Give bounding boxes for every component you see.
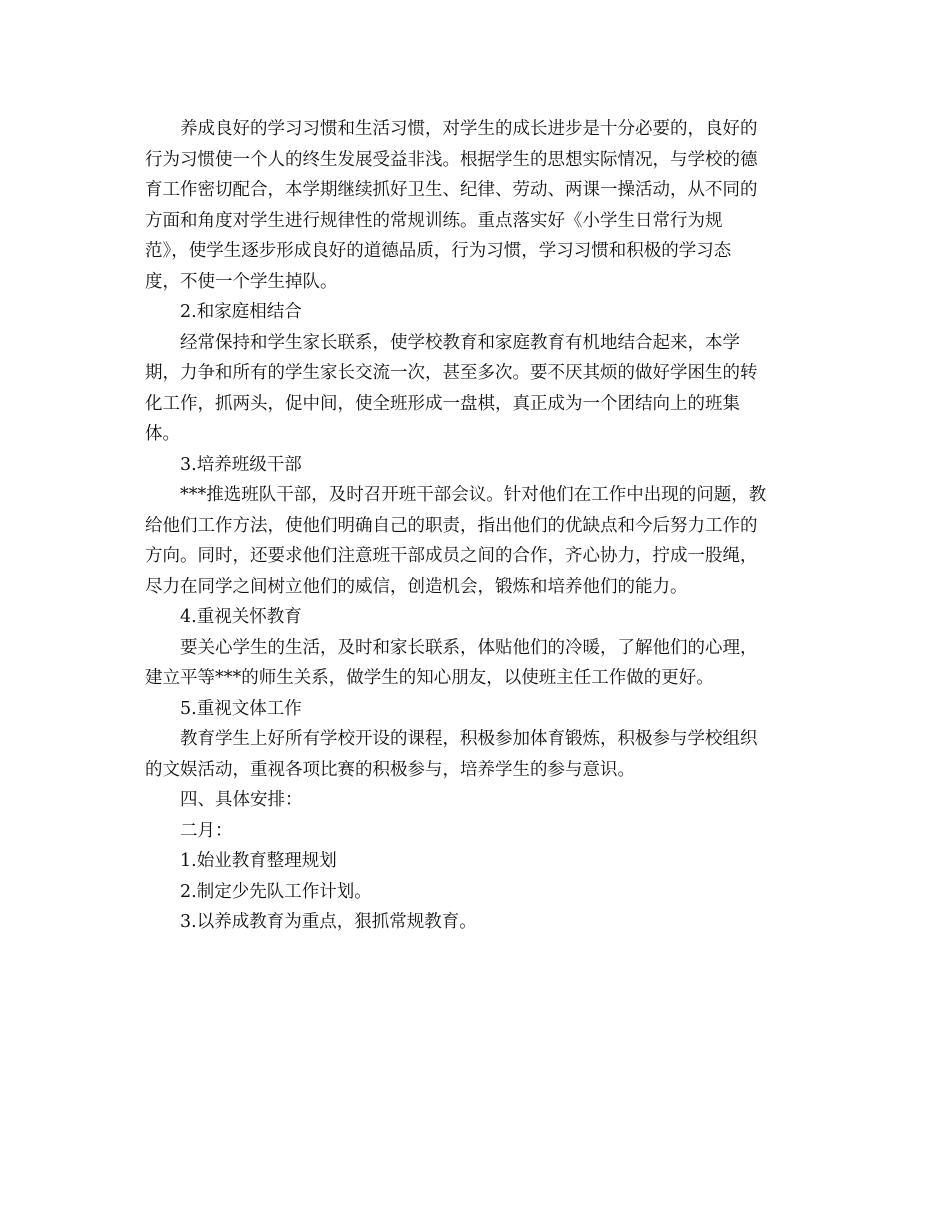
paragraph <box>145 907 810 938</box>
paragraph <box>145 297 810 328</box>
paragraph <box>145 724 810 785</box>
text-line: 化工作，抓两头，促中间，使全班形成一盘棋，真正成为一个团结向上的班集 <box>145 393 740 414</box>
paragraph <box>145 602 810 633</box>
text-line: 二月： <box>180 820 233 841</box>
text-line: 范》，使学生逐步形成良好的道德品质，行为习惯，学习习惯和积极的学习态 <box>145 241 732 261</box>
paragraph <box>145 450 810 481</box>
paragraph <box>145 480 810 602</box>
text-line: ***推选班队干部，及时召开班干部会议。针对他们在工作中出现的问题，教 <box>180 485 767 505</box>
text-line: 2.制定少先队工作计划。 <box>180 881 372 902</box>
text-line: 2.和家庭相结合 <box>180 302 302 322</box>
paragraph <box>145 633 810 694</box>
text-line: 给他们工作方法，使他们明确自己的职责，指出他们的优缺点和今后努力工作的 <box>145 515 758 536</box>
text-line: 建立平等***的师生关系，做学生的知心朋友，以使班主任工作做的更好。 <box>145 668 714 688</box>
text-line: 体。 <box>145 424 180 444</box>
paragraph <box>145 877 810 908</box>
text-line: 的文娱活动，重视各项比赛的积极参与，培养学生的参与意识。 <box>145 759 635 780</box>
paragraph <box>145 785 810 816</box>
text-line: 方向。同时，还要求他们注意班干部成员之间的合作，齐心协力，拧成一股绳， <box>145 546 758 566</box>
paragraph <box>145 816 810 847</box>
text-line: 经常保持和学生家长联系，使学校教育和家庭教育有机地结合起来，本学 <box>180 332 740 353</box>
document-page <box>145 114 810 938</box>
paragraph <box>145 846 810 877</box>
text-line: 3.培养班级干部 <box>180 454 302 475</box>
paragraph <box>145 114 810 297</box>
text-line: 行为习惯使一个人的终生发展受益非浅。根据学生的思想实际情况，与学校的德 <box>145 149 758 170</box>
text-line: 1.始业教育整理规划 <box>180 851 337 871</box>
text-line: 度，不使一个学生掉队。 <box>145 271 338 292</box>
text-line: 方面和角度对学生进行规律性的常规训练。重点落实好《小学生日常行为规 <box>145 210 723 231</box>
text-line: 期，力争和所有的学生家长交流一次，甚至多次。要不厌其烦的做好学困生的转 <box>145 363 758 383</box>
text-line: 育工作密切配合，本学期继续抓好卫生、纪律、劳动、两课一操活动，从不同的 <box>145 180 758 200</box>
text-line: 教育学生上好所有学校开设的课程，积极参加体育锻炼，积极参与学校组织 <box>180 729 758 749</box>
text-line: 4.重视关怀教育 <box>180 607 302 627</box>
text-line: 尽力在同学之间树立他们的威信，创造机会，锻炼和培养他们的能力。 <box>145 576 688 597</box>
text-line: 要关心学生的生活，及时和家长联系，体贴他们的冷暖，了解他们的心理， <box>180 637 758 658</box>
text-line: 四、具体安排： <box>180 790 303 810</box>
text-line: 3.以养成教育为重点，狠抓常规教育。 <box>180 912 477 932</box>
text-line: 养成良好的学习习惯和生活习惯，对学生的成长进步是十分必要的，良好的 <box>180 119 758 139</box>
paragraph <box>145 328 810 450</box>
text-line: 5.重视文体工作 <box>180 698 302 719</box>
paragraph <box>145 694 810 725</box>
